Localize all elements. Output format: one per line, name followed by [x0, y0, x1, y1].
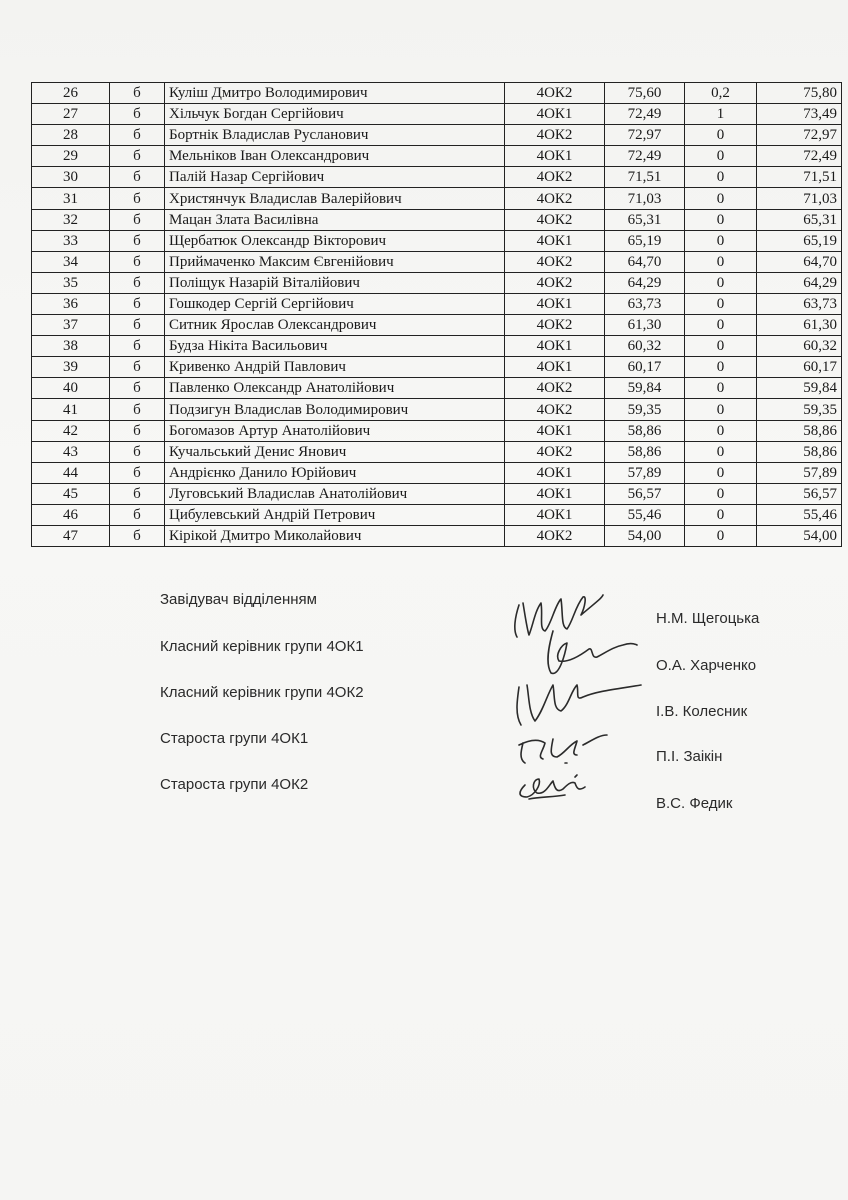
row-category: б [110, 441, 165, 462]
table-row [32, 230, 842, 251]
table-row [32, 272, 842, 293]
row-number: 42 [32, 420, 110, 441]
average-score: 72,49 [605, 104, 685, 125]
monitor1-role: Староста групи 4ОК1 [160, 730, 309, 747]
student-name: Приймаченко Максим Євгенійович [165, 251, 505, 272]
average-score: 71,03 [605, 188, 685, 209]
signature-curator2 [517, 685, 641, 725]
group-code: 4ОК1 [505, 357, 605, 378]
table-row [32, 441, 842, 462]
bonus-points: 0 [685, 399, 757, 420]
total-score: 58,86 [757, 441, 842, 462]
bonus-points: 0 [685, 483, 757, 504]
bonus-points: 0 [685, 504, 757, 525]
total-score: 65,31 [757, 209, 842, 230]
student-name: Мельніков Іван Олександрович [165, 146, 505, 167]
row-number: 40 [32, 378, 110, 399]
row-number: 46 [32, 504, 110, 525]
bonus-points: 0 [685, 420, 757, 441]
average-score: 58,86 [605, 441, 685, 462]
total-score: 72,49 [757, 146, 842, 167]
bonus-points: 0 [685, 251, 757, 272]
total-score: 54,00 [757, 525, 842, 546]
total-score: 60,32 [757, 336, 842, 357]
table-row [32, 209, 842, 230]
row-category: б [110, 357, 165, 378]
head-name: Н.М. Щегоцька [656, 610, 760, 627]
row-number: 43 [32, 441, 110, 462]
row-category: б [110, 336, 165, 357]
average-score: 75,60 [605, 83, 685, 104]
row-number: 28 [32, 125, 110, 146]
group-code: 4ОК2 [505, 83, 605, 104]
average-score: 72,49 [605, 146, 685, 167]
student-name: Бортнік Владислав Русланович [165, 125, 505, 146]
group-code: 4ОК2 [505, 525, 605, 546]
row-category: б [110, 272, 165, 293]
total-score: 59,84 [757, 378, 842, 399]
bonus-points: 0 [685, 146, 757, 167]
table-row [32, 167, 842, 188]
table-row [32, 462, 842, 483]
total-score: 64,70 [757, 251, 842, 272]
group-code: 4ОК1 [505, 146, 605, 167]
row-category: б [110, 167, 165, 188]
student-name: Будза Нікіта Васильович [165, 336, 505, 357]
signature-monitor1 [519, 735, 607, 763]
row-number: 34 [32, 251, 110, 272]
student-name: Луговський Владислав Анатолійович [165, 483, 505, 504]
total-score: 55,46 [757, 504, 842, 525]
student-name: Щербатюк Олександр Вікторович [165, 230, 505, 251]
bonus-points: 0 [685, 167, 757, 188]
bonus-points: 0 [685, 209, 757, 230]
monitor2-role: Староста групи 4ОК2 [160, 776, 309, 793]
row-category: б [110, 483, 165, 504]
table-row [32, 293, 842, 314]
table-row [32, 83, 842, 104]
row-category: б [110, 125, 165, 146]
student-name: Андрієнко Данило Юрійович [165, 462, 505, 483]
total-score: 57,89 [757, 462, 842, 483]
table-row [32, 251, 842, 272]
total-score: 73,49 [757, 104, 842, 125]
ranking-table [31, 82, 842, 547]
group-code: 4ОК1 [505, 104, 605, 125]
bonus-points: 0 [685, 125, 757, 146]
row-category: б [110, 525, 165, 546]
average-score: 60,32 [605, 336, 685, 357]
student-name: Хільчук Богдан Сергійович [165, 104, 505, 125]
average-score: 59,84 [605, 378, 685, 399]
row-category: б [110, 188, 165, 209]
table-row [32, 357, 842, 378]
handwritten-signatures [505, 585, 655, 810]
head-role: Завідувач відділенням [160, 591, 317, 608]
total-score: 64,29 [757, 272, 842, 293]
group-code: 4ОК2 [505, 251, 605, 272]
student-name: Кривенко Андрій Павлович [165, 357, 505, 378]
bonus-points: 0 [685, 378, 757, 399]
student-name: Куліш Дмитро Володимирович [165, 83, 505, 104]
total-score: 59,35 [757, 399, 842, 420]
table-row [32, 315, 842, 336]
row-category: б [110, 378, 165, 399]
row-category: б [110, 251, 165, 272]
total-score: 71,03 [757, 188, 842, 209]
bonus-points: 0 [685, 441, 757, 462]
row-number: 41 [32, 399, 110, 420]
row-number: 31 [32, 188, 110, 209]
table-row [32, 104, 842, 125]
row-category: б [110, 146, 165, 167]
average-score: 56,57 [605, 483, 685, 504]
group-code: 4ОК1 [505, 230, 605, 251]
student-name: Палій Назар Сергійович [165, 167, 505, 188]
student-name: Мацан Злата Василівна [165, 209, 505, 230]
row-number: 35 [32, 272, 110, 293]
group-code: 4ОК2 [505, 167, 605, 188]
ranking-table-body [32, 83, 842, 547]
average-score: 64,29 [605, 272, 685, 293]
bonus-points: 0 [685, 293, 757, 314]
average-score: 54,00 [605, 525, 685, 546]
curator1-name: О.А. Харченко [656, 657, 757, 674]
row-number: 26 [32, 83, 110, 104]
row-category: б [110, 462, 165, 483]
row-category: б [110, 504, 165, 525]
student-name: Цибулевський Андрій Петрович [165, 504, 505, 525]
average-score: 65,31 [605, 209, 685, 230]
group-code: 4ОК1 [505, 462, 605, 483]
average-score: 72,97 [605, 125, 685, 146]
row-category: б [110, 315, 165, 336]
bonus-points: 0 [685, 357, 757, 378]
signature-curator1 [548, 631, 637, 673]
total-score: 75,80 [757, 83, 842, 104]
bonus-points: 1 [685, 104, 757, 125]
total-score: 61,30 [757, 315, 842, 336]
bonus-points: 0 [685, 230, 757, 251]
bonus-points: 0 [685, 336, 757, 357]
row-category: б [110, 230, 165, 251]
average-score: 55,46 [605, 504, 685, 525]
row-category: б [110, 83, 165, 104]
group-code: 4ОК2 [505, 399, 605, 420]
signature-head [515, 595, 603, 637]
average-score: 60,17 [605, 357, 685, 378]
group-code: 4ОК2 [505, 315, 605, 336]
group-code: 4ОК1 [505, 420, 605, 441]
student-name: Ситник Ярослав Олександрович [165, 315, 505, 336]
bonus-points: 0 [685, 188, 757, 209]
average-score: 58,86 [605, 420, 685, 441]
monitor2-name: В.С. Федик [656, 795, 733, 812]
row-category: б [110, 104, 165, 125]
average-score: 57,89 [605, 462, 685, 483]
total-score: 56,57 [757, 483, 842, 504]
table-row [32, 504, 842, 525]
student-name: Кучальський Денис Янович [165, 441, 505, 462]
curator2-name: І.В. Колесник [656, 703, 748, 720]
row-number: 45 [32, 483, 110, 504]
row-number: 36 [32, 293, 110, 314]
table-row [32, 146, 842, 167]
group-code: 4ОК2 [505, 125, 605, 146]
curator1-role: Класний керівник групи 4ОК1 [160, 638, 364, 655]
row-number: 33 [32, 230, 110, 251]
table-row [32, 399, 842, 420]
bonus-points: 0 [685, 462, 757, 483]
student-name: Христянчук Владислав Валерійович [165, 188, 505, 209]
signature-monitor2 [520, 775, 585, 799]
student-name: Подзигун Владислав Володимирович [165, 399, 505, 420]
row-number: 27 [32, 104, 110, 125]
row-number: 32 [32, 209, 110, 230]
total-score: 72,97 [757, 125, 842, 146]
group-code: 4ОК2 [505, 378, 605, 399]
average-score: 64,70 [605, 251, 685, 272]
bonus-points: 0 [685, 315, 757, 336]
table-row [32, 336, 842, 357]
curator2-role: Класний керівник групи 4ОК2 [160, 684, 364, 701]
average-score: 61,30 [605, 315, 685, 336]
row-category: б [110, 399, 165, 420]
total-score: 60,17 [757, 357, 842, 378]
student-name: Павленко Олександр Анатолійович [165, 378, 505, 399]
group-code: 4ОК2 [505, 441, 605, 462]
total-score: 65,19 [757, 230, 842, 251]
row-number: 47 [32, 525, 110, 546]
average-score: 59,35 [605, 399, 685, 420]
average-score: 65,19 [605, 230, 685, 251]
total-score: 71,51 [757, 167, 842, 188]
total-score: 58,86 [757, 420, 842, 441]
row-number: 29 [32, 146, 110, 167]
student-name: Поліщук Назарій Віталійович [165, 272, 505, 293]
table-row [32, 378, 842, 399]
average-score: 71,51 [605, 167, 685, 188]
table-row [32, 125, 842, 146]
group-code: 4ОК2 [505, 209, 605, 230]
row-category: б [110, 420, 165, 441]
total-score: 63,73 [757, 293, 842, 314]
table-row [32, 525, 842, 546]
row-number: 30 [32, 167, 110, 188]
student-name: Богомазов Артур Анатолійович [165, 420, 505, 441]
group-code: 4ОК1 [505, 336, 605, 357]
student-name: Кірікой Дмитро Миколайович [165, 525, 505, 546]
group-code: 4ОК1 [505, 504, 605, 525]
row-category: б [110, 293, 165, 314]
row-category: б [110, 209, 165, 230]
table-row [32, 188, 842, 209]
student-name: Гошкодер Сергій Сергійович [165, 293, 505, 314]
bonus-points: 0 [685, 272, 757, 293]
row-number: 38 [32, 336, 110, 357]
row-number: 44 [32, 462, 110, 483]
group-code: 4ОК2 [505, 272, 605, 293]
table-row [32, 420, 842, 441]
group-code: 4ОК1 [505, 293, 605, 314]
table-row [32, 483, 842, 504]
bonus-points: 0 [685, 525, 757, 546]
row-number: 37 [32, 315, 110, 336]
average-score: 63,73 [605, 293, 685, 314]
row-number: 39 [32, 357, 110, 378]
bonus-points: 0,2 [685, 83, 757, 104]
group-code: 4ОК1 [505, 483, 605, 504]
group-code: 4ОК2 [505, 188, 605, 209]
monitor1-name: П.І. Заікін [656, 748, 723, 765]
